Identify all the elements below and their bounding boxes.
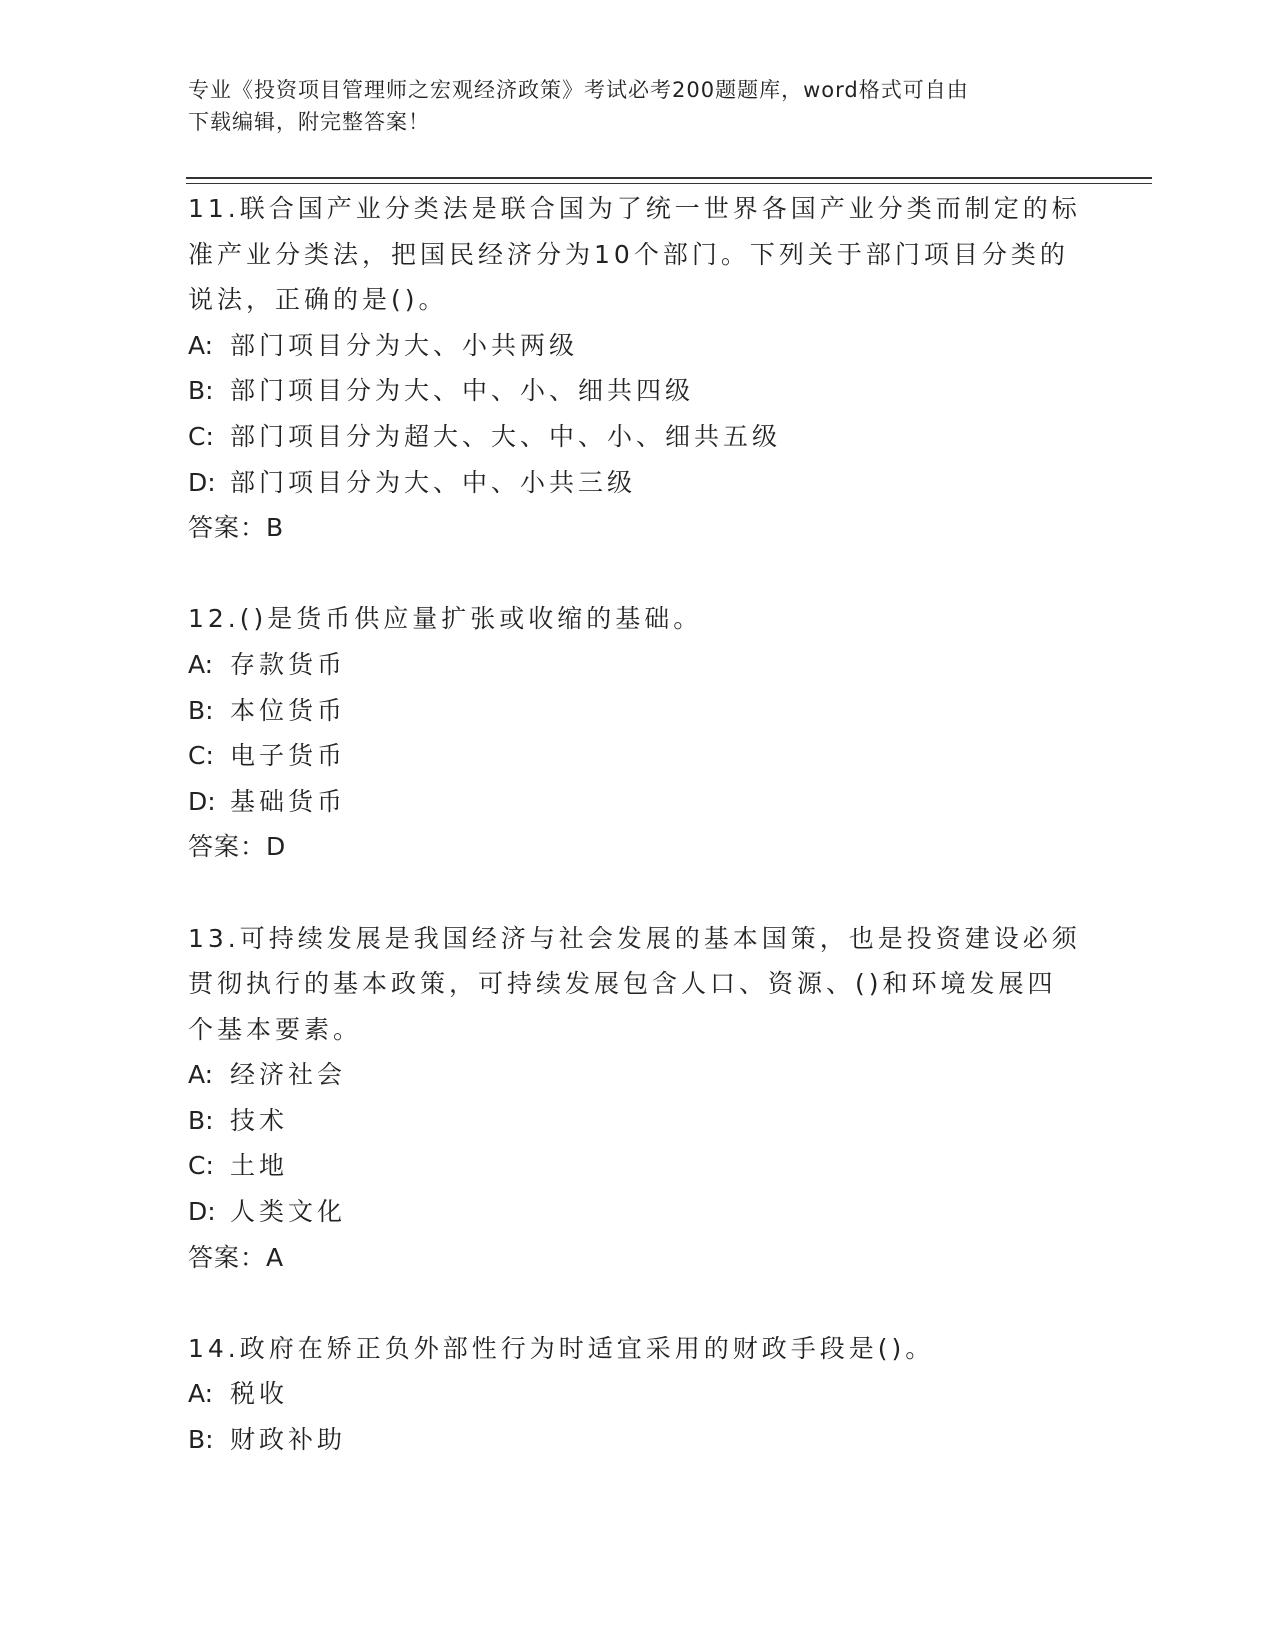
option-d (188, 779, 1088, 825)
option-d (188, 460, 1088, 506)
question-spacer (188, 551, 1088, 597)
option-letter: D: (188, 1197, 216, 1227)
option-text: 人类文化 (230, 1197, 347, 1227)
option-text: 技术 (230, 1105, 289, 1135)
question-11 (188, 186, 1088, 551)
option-b (188, 1098, 1088, 1144)
option-b (188, 688, 1088, 734)
header-line-1: 专业《投资项目管理师之宏观经济政策》考试必考200题题库，word格式可自由 (188, 78, 969, 102)
question-line: 13.可持续发展是我国经济与社会发展的基本国策，也是投资建设必须 (188, 923, 1081, 953)
option-letter: D: (188, 467, 216, 497)
option-text: 经济社会 (230, 1060, 347, 1090)
option-text: 财政补助 (230, 1425, 347, 1455)
header-line-2: 下载编辑，附完整答案！ (188, 110, 430, 134)
question-text (188, 596, 1088, 642)
option-text: 存款货币 (230, 649, 347, 679)
question-line: 准产业分类法，把国民经济分为10个部门。下列关于部门项目分类的 (188, 239, 1069, 269)
answer-label: 答案：B (188, 513, 285, 543)
option-text: 本位货币 (230, 695, 347, 725)
option-letter: C: (188, 1151, 214, 1181)
question-text (188, 916, 1088, 1053)
option-letter: A: (188, 330, 214, 360)
option-text: 基础货币 (230, 786, 347, 816)
option-text: 土地 (230, 1151, 289, 1181)
option-b (188, 1417, 1088, 1463)
question-line: 贯彻执行的基本政策，可持续发展包含人口、资源、()和环境发展四 (188, 969, 1057, 999)
option-c (188, 1143, 1088, 1189)
option-letter: A: (188, 1060, 214, 1090)
option-b (188, 368, 1088, 414)
question-line: 14.政府在矫正负外部性行为时适宜采用的财政手段是()。 (188, 1333, 935, 1363)
option-a (188, 642, 1088, 688)
option-text: 部门项目分为大、中、小、细共四级 (230, 376, 695, 406)
answer-label: 答案：A (188, 1242, 285, 1272)
question-text (188, 1326, 1088, 1372)
option-text: 部门项目分为超大、大、中、小、细共五级 (230, 421, 782, 451)
option-letter: C: (188, 741, 214, 771)
option-a (188, 1371, 1088, 1417)
question-12 (188, 596, 1088, 870)
option-a (188, 1052, 1088, 1098)
option-letter: B: (188, 1425, 214, 1455)
option-letter: B: (188, 695, 214, 725)
question-line: 11.联合国产业分类法是联合国为了统一世界各国产业分类而制定的标 (188, 194, 1081, 223)
question-spacer (188, 870, 1088, 916)
option-letter: A: (188, 1379, 214, 1409)
option-text: 电子货币 (230, 741, 347, 771)
option-c (188, 733, 1088, 779)
option-a (188, 323, 1088, 369)
option-letter: B: (188, 1105, 214, 1135)
option-text: 部门项目分为大、中、小共三级 (230, 467, 637, 497)
option-letter: C: (188, 421, 214, 451)
question-list (188, 186, 1088, 1463)
question-13 (188, 916, 1088, 1281)
option-letter: D: (188, 786, 216, 816)
question-spacer (188, 1280, 1088, 1326)
header-rule-thick (186, 177, 1152, 179)
option-text: 税收 (230, 1379, 289, 1409)
document-header (188, 74, 1068, 138)
question-line: 12.()是货币供应量扩张或收缩的基础。 (188, 604, 703, 634)
question-14 (188, 1326, 1088, 1463)
option-letter: B: (188, 376, 214, 406)
option-d (188, 1189, 1088, 1235)
question-line: 个基本要素。 (188, 1014, 363, 1044)
option-letter: A: (188, 649, 214, 679)
question-line: 说法，正确的是()。 (188, 285, 448, 315)
option-c (188, 414, 1088, 460)
answer-label: 答案：D (188, 832, 287, 862)
header-rule-thin (186, 183, 1152, 184)
question-text (188, 186, 1088, 323)
option-text: 部门项目分为大、小共两级 (230, 330, 579, 360)
